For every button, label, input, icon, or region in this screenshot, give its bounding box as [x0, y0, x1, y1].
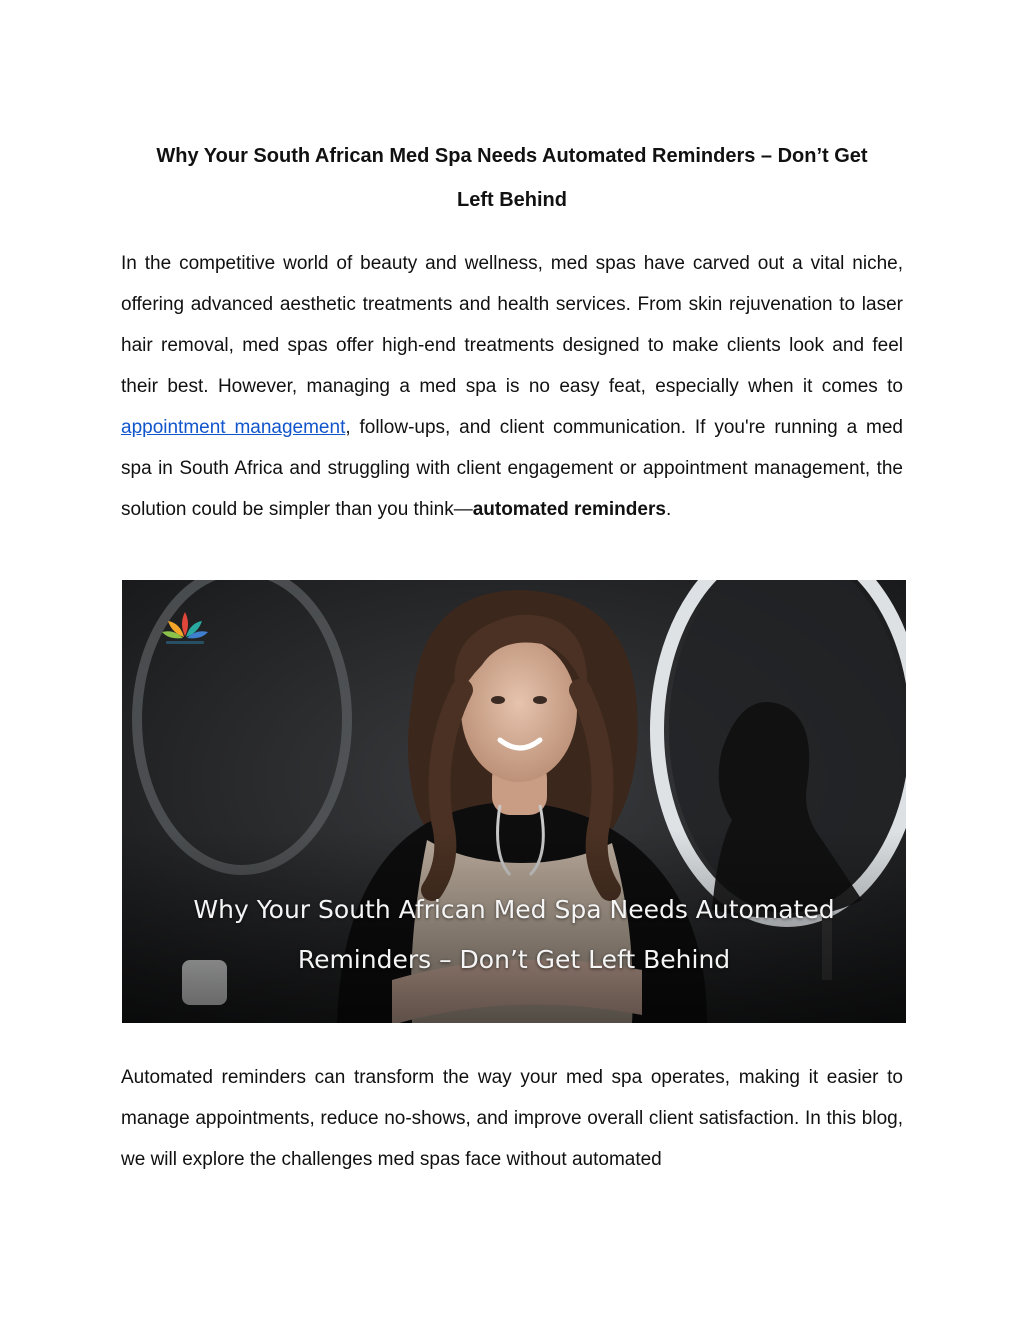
intro-paragraph — [121, 243, 903, 530]
automated-reminders-bold: automated reminders — [472, 499, 666, 520]
hero-caption — [122, 885, 906, 985]
hero-caption-line-1: Why Your South African Med Spa Needs Automated — [193, 895, 835, 924]
hero-caption-line-2: Reminders – Don’t Get Left Behind — [297, 945, 731, 974]
body-paragraph: Automated reminders can transform the way your med spa operates, making it easier to manage appointments, reduce no-shows, and improve overall client satisfaction. In this blog, we will explore the challenges med spas face without automated — [121, 1067, 903, 1170]
hero-image — [122, 580, 906, 1023]
article-title-line-2: Left Behind — [457, 189, 567, 211]
article-title-line-1: Why Your South African Med Spa Needs Automated Reminders – Don’t Get — [156, 145, 868, 167]
intro-text-start: In the competitive world of beauty and wellness, med spas have carved out a vital niche, offering advanced aesthetic treatments and health services. From skin rejuvenation to laser hair removal, med spas offer high-end treatments designed to make clients look and feel their best. However, managing a med spa is no easy feat, especially when it comes to — [121, 253, 903, 397]
intro-text-end: . — [665, 499, 672, 520]
appointment-management-link[interactable]: appointment management — [121, 417, 346, 438]
article-title — [100, 134, 924, 222]
intro-text-middle: , follow-ups, and client communication. If you're running a med spa in South Africa and struggling with client engagement or appointment management, the solution could be simpler than you think— — [121, 417, 903, 520]
lotus-logo-icon — [160, 608, 210, 648]
